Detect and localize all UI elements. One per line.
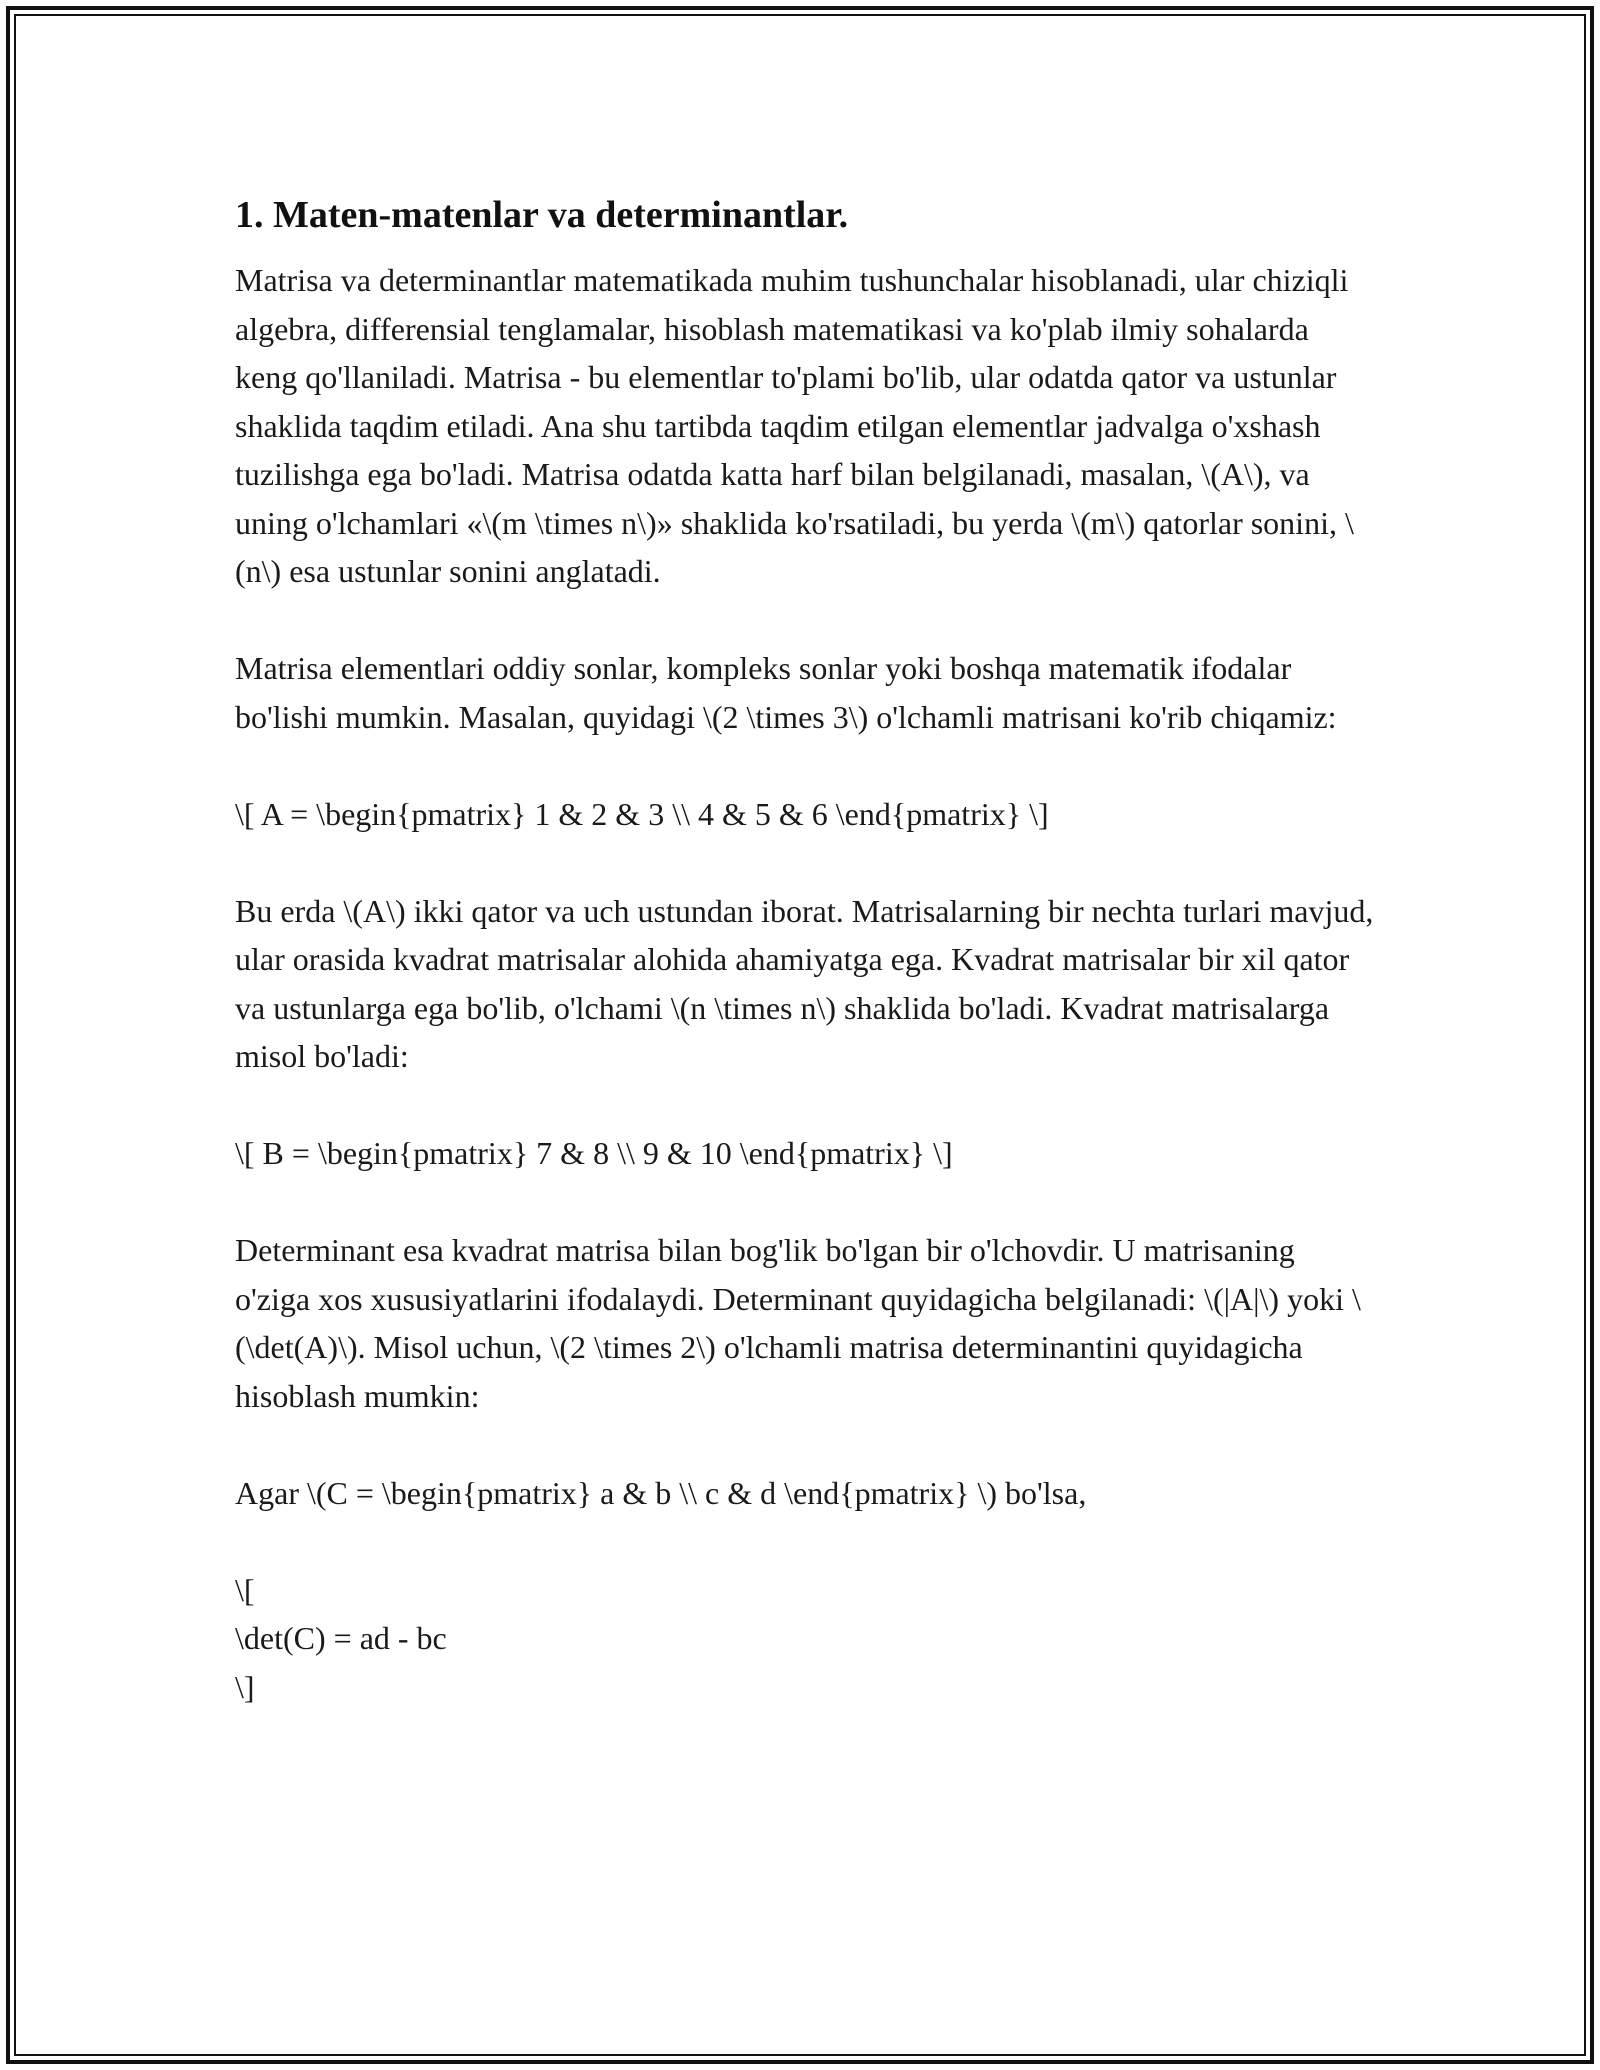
formula-det-c: \[ \det(C) = ad - bc \] xyxy=(235,1571,447,1705)
formula-matrix-a: \[ A = \begin{pmatrix} 1 & 2 & 3 \\ 4 & 5 & 6 \end{pmatrix} \] xyxy=(235,795,1049,832)
document-body xyxy=(235,188,1375,1711)
paragraph-determinant: Determinant esa kvadrat matrisa bilan bog'lik bo'lgan bir o'lchovdir. U matrisaning o'ziga xos xususiyatlarini ifodalaydi. Determinant quyidagicha belgilanadi: \(|A|\) yoki \(\det(A)\). Misol uchun, \(2 \times 2\) o'lchamli matrisa determinantini quyidagicha hisoblash mumkin: xyxy=(235,1232,1361,1414)
formula-matrix-b: \[ B = \begin{pmatrix} 7 & 8 \\ 9 & 10 \end{pmatrix} \] xyxy=(235,1135,953,1171)
paragraph-elements: Matrisa elementlari oddiy sonlar, kompleks sonlar yoki boshqa matematik ifodalar bo'lishi mumkin. Masalan, quyidagi \(2 \times 3\) o'lchamli matrisani ko'rib chiqamiz: xyxy=(235,650,1337,735)
paragraph-intro: Matrisa va determinantlar matematikada muhim tushunchalar hisoblanadi, ular chiziqli algebra, differensial tenglamalar, hisoblash matematikasi va ko'plab ilmiy sohalarda keng qo'llaniladi. Matrisa - bu elementlar to'plami bo'lib, ular odatda qator va ustunlar shaklida taqdim etiladi. Ana shu tartibda taqdim etilgan elementlar jadvalga o'xshash tuzilishga ega bo'ladi. Matrisa odatda katta harf bilan belgilanadi, masalan, \(A\), va uning o'lchamlari «\(m \times n\)» shaklida ko'rsatiladi, bu yerda \(m\) qatorlar sonini, \(n\) esa ustunlar sonini anglatadi. xyxy=(235,262,1354,589)
formula-matrix-c: Agar \(C = \begin{pmatrix} a & b \\ c & d \end{pmatrix} \) bo'lsa, xyxy=(235,1474,1087,1511)
section-heading: 1. Maten-matenlar va determinantlar. xyxy=(235,194,849,236)
paragraph-square-matrices: Bu erda \(A\) ikki qator va uch ustundan iborat. Matrisalarning bir nechta turlari mavjud, ular orasida kvadrat matrisalar alohida ahamiyatga ega. Kvadrat matrisalar bir xil qator va ustunlarga ega bo'lib, o'lchami \(n \times n\) shaklida bo'ladi. Kvadrat matrisalarga misol bo'ladi: xyxy=(235,892,1374,1074)
